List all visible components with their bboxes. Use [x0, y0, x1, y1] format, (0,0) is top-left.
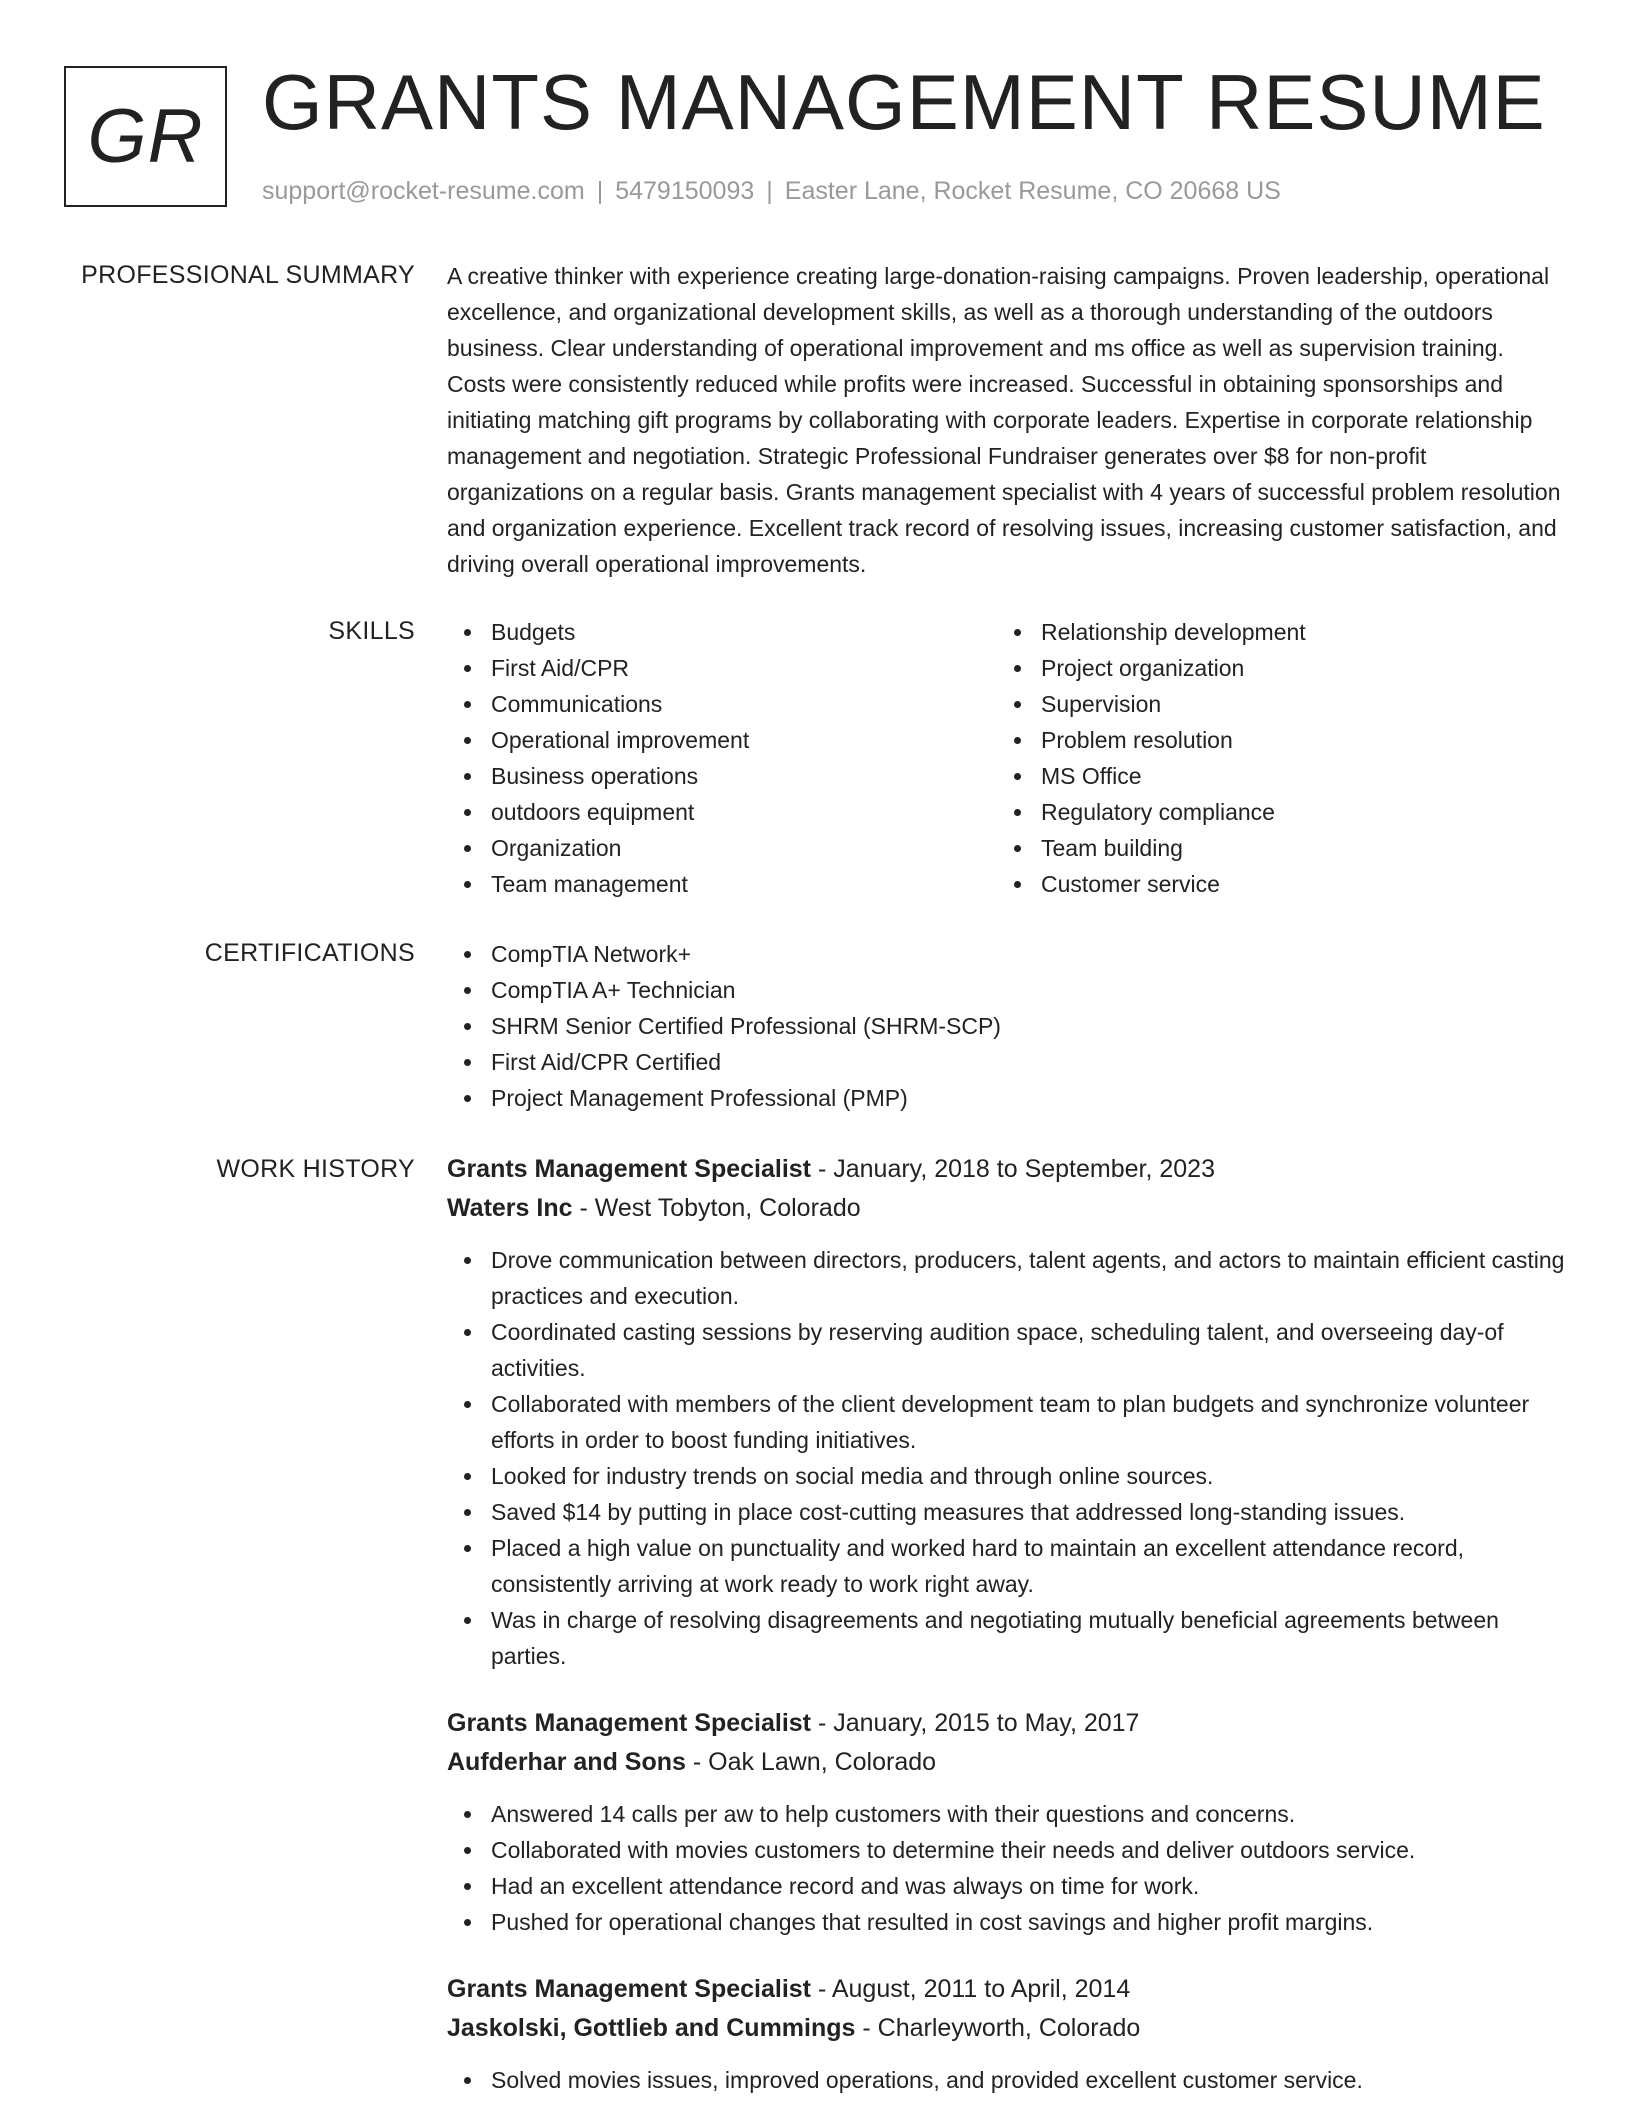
job-dates: - January, 2015 to May, 2017: [811, 1709, 1140, 1737]
job-company-line: [447, 1743, 1567, 1782]
job-entry: [447, 1704, 1567, 1940]
skill-item: Operational improvement: [447, 722, 997, 758]
section-heading-certifications: CERTIFICATIONS: [204, 939, 415, 967]
skill-item: Regulatory compliance: [997, 794, 1547, 830]
job-duty-item: Collaborated with movies customers to determine their needs and deliver outdoors service.: [447, 1832, 1567, 1868]
resume-title: GRANTS MANAGEMENT RESUME: [262, 58, 1546, 146]
job-duty-item: Answered 14 calls per aw to help customers with their questions and concerns.: [447, 1796, 1567, 1832]
certification-item: Project Management Professional (PMP): [447, 1080, 1567, 1116]
section-heading-work-history: WORK HISTORY: [216, 1155, 415, 1183]
job-duties-list: [447, 2062, 1567, 2098]
work-history-body: [447, 1150, 1567, 2128]
job-location: - West Tobyton, Colorado: [572, 1194, 861, 1222]
job-location: - Charleyworth, Colorado: [855, 2014, 1141, 2042]
job-duty-item: Had an excellent attendance record and was always on time for work.: [447, 1868, 1567, 1904]
skill-item: Problem resolution: [997, 722, 1547, 758]
job-entry: [447, 1970, 1567, 2098]
job-company: Aufderhar and Sons: [447, 1748, 686, 1776]
job-company: Waters Inc: [447, 1194, 573, 1222]
summary-text: A creative thinker with experience creating large-donation-raising campaigns. Proven leadership, operational excellence, and organizational development skills, as well as a thorough understanding of the outdoors business. Clear understanding of operational improvement and ms office as well as supervision training. Costs were consistently reduced while profits were increased. Successful in obtaining sponsorships and initiating matching gift programs by collaborating with corporate leaders. Expertise in corporate relationship management and negotiation. Strategic Professional Fundraiser generates over $8 for non-profit organizations on a regular basis. Grants management specialist with 4 years of successful problem resolution and organization experience. Excellent track record of resolving issues, increasing customer satisfaction, and driving overall operational improvements.: [447, 263, 1561, 577]
contact-email[interactable]: support@rocket-resume.com: [262, 177, 585, 205]
skills-body: [447, 614, 1567, 902]
skill-item: MS Office: [997, 758, 1547, 794]
certification-item: CompTIA Network+: [447, 936, 1567, 972]
skill-item: Supervision: [997, 686, 1547, 722]
job-duty-item: Looked for industry trends on social media and through online sources.: [447, 1458, 1567, 1494]
certifications-body: [447, 936, 1567, 1116]
skill-item: Team management: [447, 866, 997, 902]
job-duty-item: Solved movies issues, improved operations, and provided excellent customer service.: [447, 2062, 1567, 2098]
summary-body: [447, 258, 1567, 582]
skill-item: Customer service: [997, 866, 1547, 902]
contact-phone[interactable]: 5479150093: [615, 177, 755, 205]
job-duty-item: Drove communication between directors, producers, talent agents, and actors to maintain efficient casting practices and execution.: [447, 1242, 1567, 1314]
job-title-line: [447, 1970, 1567, 2009]
certification-item: First Aid/CPR Certified: [447, 1044, 1567, 1080]
contact-address: Easter Lane, Rocket Resume, CO 20668 US: [784, 177, 1281, 205]
job-duty-item: Coordinated casting sessions by reserving audition space, scheduling talent, and overseeing day-of activities.: [447, 1314, 1567, 1386]
job-location: - Oak Lawn, Colorado: [685, 1748, 937, 1776]
monogram-initials: GR: [87, 94, 204, 179]
skills-list-left: [447, 614, 997, 902]
job-company-line: [447, 2009, 1567, 2048]
section-heading-skills: SKILLS: [328, 617, 415, 645]
job-title: Grants Management Specialist: [447, 1709, 812, 1737]
certifications-list: [447, 936, 1567, 1116]
job-duty-item: Saved $14 by putting in place cost-cutting measures that addressed long-standing issues.: [447, 1494, 1567, 1530]
skill-item: Budgets: [447, 614, 997, 650]
job-entry: [447, 1150, 1567, 1674]
job-duties-list: [447, 1242, 1567, 1674]
job-company: Jaskolski, Gottlieb and Cummings: [447, 2014, 856, 2042]
job-dates: - August, 2011 to April, 2014: [811, 1975, 1131, 2003]
job-title: Grants Management Specialist: [447, 1155, 812, 1183]
contact-separator: |: [596, 177, 604, 205]
contact-line: [262, 174, 1281, 208]
skill-item: Project organization: [997, 650, 1547, 686]
monogram-logo: [64, 66, 227, 207]
certification-item: SHRM Senior Certified Professional (SHRM-SCP): [447, 1008, 1567, 1044]
skill-item: Relationship development: [997, 614, 1547, 650]
job-company-line: [447, 1189, 1567, 1228]
skill-item: Team building: [997, 830, 1547, 866]
contact-separator: |: [766, 177, 773, 205]
section-heading-summary: PROFESSIONAL SUMMARY: [81, 261, 415, 289]
skills-list-right: [997, 614, 1547, 902]
job-title-line: [447, 1704, 1567, 1743]
job-title: Grants Management Specialist: [447, 1975, 812, 2003]
job-duty-item: Pushed for operational changes that resulted in cost savings and higher profit margins.: [447, 1904, 1567, 1940]
job-duty-item: Was in charge of resolving disagreements and negotiating mutually beneficial agreements between parties.: [447, 1602, 1567, 1674]
skills-columns: [447, 614, 1567, 902]
skill-item: First Aid/CPR: [447, 650, 997, 686]
skill-item: Organization: [447, 830, 997, 866]
job-duties-list: [447, 1796, 1567, 1940]
skill-item: outdoors equipment: [447, 794, 997, 830]
certification-item: CompTIA A+ Technician: [447, 972, 1567, 1008]
job-dates: - January, 2018 to September, 2023: [811, 1155, 1215, 1183]
job-duty-item: Placed a high value on punctuality and worked hard to maintain an excellent attendance record, consistently arriving at work ready to work right away.: [447, 1530, 1567, 1602]
job-title-line: [447, 1150, 1567, 1189]
skill-item: Communications: [447, 686, 997, 722]
job-duty-item: Collaborated with members of the client development team to plan budgets and synchronize volunteer efforts in order to boost funding initiatives.: [447, 1386, 1567, 1458]
skill-item: Business operations: [447, 758, 997, 794]
